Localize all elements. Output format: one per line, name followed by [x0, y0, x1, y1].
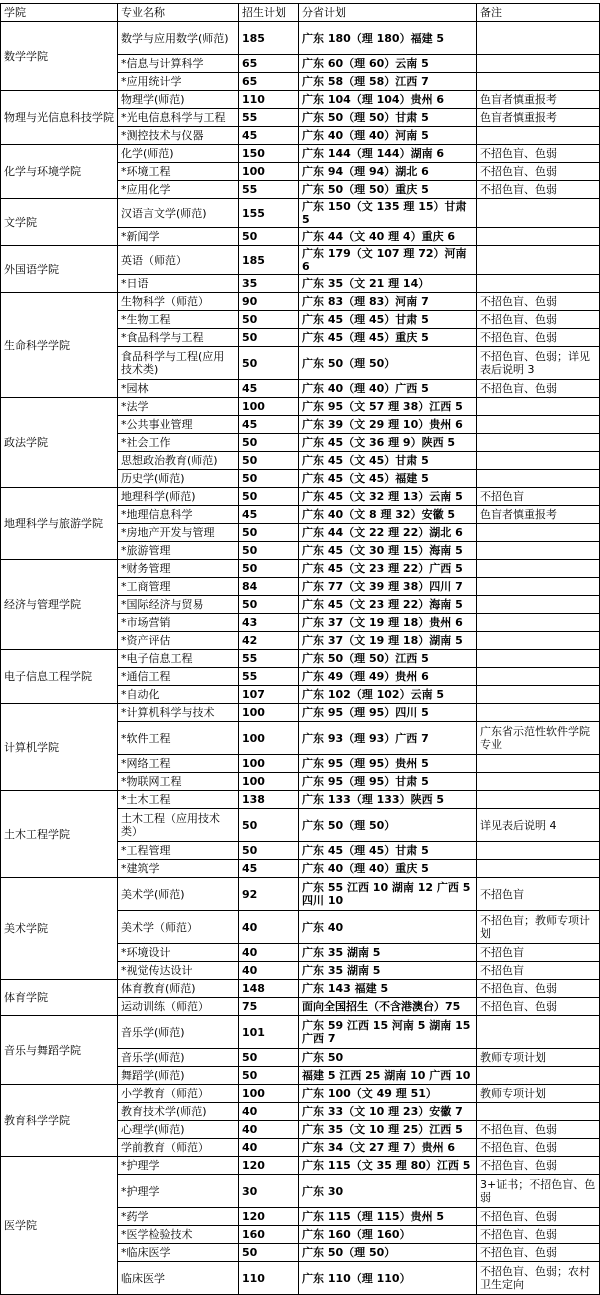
plan-cell: 185: [239, 246, 299, 275]
province-plan-cell: 广东 179（文 107 理 72）河南 6: [299, 246, 477, 275]
plan-cell: 50: [239, 329, 299, 347]
province-plan-cell: 广东 37（文 19 理 18）湖南 5: [299, 632, 477, 650]
plan-cell: 50: [239, 347, 299, 380]
major-cell: 地理科学(师范): [118, 488, 239, 506]
province-plan-cell: 广东 40: [299, 911, 477, 944]
remarks-cell: [477, 1103, 600, 1121]
plan-cell: 50: [239, 560, 299, 578]
plan-cell: 148: [239, 980, 299, 998]
plan-cell: 90: [239, 293, 299, 311]
plan-cell: 160: [239, 1226, 299, 1244]
college-cell: 教育科学学院: [1, 1085, 118, 1157]
college-cell: 经济与管理学院: [1, 560, 118, 650]
province-plan-cell: 广东 143 福建 5: [299, 980, 477, 998]
province-plan-cell: 广东 45（文 45）福建 5: [299, 470, 477, 488]
major-cell: *日语: [118, 275, 239, 293]
province-plan-cell: 广东 49（理 49）贵州 6: [299, 668, 477, 686]
plan-cell: 100: [239, 398, 299, 416]
plan-cell: 84: [239, 578, 299, 596]
plan-cell: 75: [239, 998, 299, 1016]
remarks-cell: 不招色盲、色弱: [477, 311, 600, 329]
major-cell: 数学与应用数学(师范): [118, 22, 239, 55]
major-cell: 音乐学(师范): [118, 1049, 239, 1067]
province-plan-cell: 广东 45（理 45）重庆 5: [299, 329, 477, 347]
remarks-cell: 色盲者慎重报考: [477, 109, 600, 127]
plan-cell: 50: [239, 524, 299, 542]
plan-cell: 30: [239, 1175, 299, 1208]
remarks-cell: 不招色盲、色弱: [477, 1139, 600, 1157]
remarks-cell: [477, 578, 600, 596]
remarks-cell: [477, 1016, 600, 1049]
province-plan-cell: 广东 45（文 23 理 22）海南 5: [299, 596, 477, 614]
table-row: [1, 246, 600, 275]
province-plan-cell: 广东 50（理 50）: [299, 1244, 477, 1262]
province-plan-cell: 广东 35（文 21 理 14）: [299, 275, 477, 293]
major-cell: *视觉传达设计: [118, 962, 239, 980]
remarks-cell: [477, 199, 600, 228]
major-cell: *光电信息科学与工程: [118, 109, 239, 127]
major-cell: *物联网工程: [118, 773, 239, 791]
major-cell: 临床医学: [118, 1262, 239, 1295]
remarks-cell: [477, 73, 600, 91]
plan-cell: 55: [239, 650, 299, 668]
header-college: 学院: [1, 4, 118, 22]
province-plan-cell: 广东 45（文 23 理 22）广西 5: [299, 560, 477, 578]
major-cell: *财务管理: [118, 560, 239, 578]
major-cell: 心理学(师范): [118, 1121, 239, 1139]
major-cell: 运动训练（师范）: [118, 998, 239, 1016]
remarks-cell: 教师专项计划: [477, 1085, 600, 1103]
province-plan-cell: 广东 50（理 50）: [299, 347, 477, 380]
major-cell: 教育技术学(师范): [118, 1103, 239, 1121]
table-row: [1, 199, 600, 228]
plan-cell: 155: [239, 199, 299, 228]
province-plan-cell: 广东 110（理 110）: [299, 1262, 477, 1295]
table-row: [1, 1157, 600, 1175]
province-plan-cell: 广东 102（理 102）云南 5: [299, 686, 477, 704]
table-row: [1, 791, 600, 809]
major-cell: *旅游管理: [118, 542, 239, 560]
plan-cell: 55: [239, 109, 299, 127]
college-cell: 物理与光信息科技学院: [1, 91, 118, 145]
province-plan-cell: 广东 104（理 104）贵州 6: [299, 91, 477, 109]
remarks-cell: 不招色盲、色弱: [477, 329, 600, 347]
province-plan-cell: 广东 50（理 50）重庆 5: [299, 181, 477, 199]
remarks-cell: [477, 686, 600, 704]
remarks-cell: [477, 773, 600, 791]
college-cell: 数学学院: [1, 22, 118, 91]
province-plan-cell: 广东 50（理 50）甘肃 5: [299, 109, 477, 127]
province-plan-cell: 广东 40（理 40）重庆 5: [299, 860, 477, 878]
plan-cell: 100: [239, 755, 299, 773]
major-cell: *资产评估: [118, 632, 239, 650]
remarks-cell: 不招色盲、色弱: [477, 1244, 600, 1262]
header-remarks: 备注: [477, 4, 600, 22]
province-plan-cell: 广东 45（文 36 理 9）陕西 5: [299, 434, 477, 452]
major-cell: 小学教育（师范）: [118, 1085, 239, 1103]
major-cell: 食品科学与工程(应用技术类): [118, 347, 239, 380]
province-plan-cell: 广东 150（文 135 理 15）甘肃 5: [299, 199, 477, 228]
remarks-cell: 不招色盲、色弱: [477, 1157, 600, 1175]
remarks-cell: 广东省示范性软件学院专业: [477, 722, 600, 755]
college-cell: 生命科学学院: [1, 293, 118, 398]
major-cell: *药学: [118, 1208, 239, 1226]
remarks-cell: 不招色盲、色弱；详见表后说明 3: [477, 347, 600, 380]
plan-cell: 35: [239, 275, 299, 293]
plan-cell: 50: [239, 311, 299, 329]
college-cell: 医学院: [1, 1157, 118, 1295]
table-row: [1, 145, 600, 163]
major-cell: *新闻学: [118, 228, 239, 246]
remarks-cell: [477, 1067, 600, 1085]
remarks-cell: 不招色盲: [477, 962, 600, 980]
province-plan-cell: 广东 180（理 180）福建 5: [299, 22, 477, 55]
plan-cell: 40: [239, 962, 299, 980]
major-cell: 音乐学(师范): [118, 1016, 239, 1049]
province-plan-cell: 广东 34（文 27 理 7）贵州 6: [299, 1139, 477, 1157]
plan-cell: 50: [239, 470, 299, 488]
table-row: [1, 398, 600, 416]
remarks-cell: 不招色盲: [477, 488, 600, 506]
province-plan-cell: 广东 40（文 8 理 32）安徽 5: [299, 506, 477, 524]
college-cell: 美术学院: [1, 878, 118, 980]
province-plan-cell: 广东 144（理 144）湖南 6: [299, 145, 477, 163]
plan-cell: 50: [239, 1049, 299, 1067]
plan-cell: 50: [239, 434, 299, 452]
table-row: [1, 91, 600, 109]
remarks-cell: [477, 791, 600, 809]
plan-cell: 45: [239, 127, 299, 145]
table-row: [1, 22, 600, 55]
header-province-plan: 分省计划: [299, 4, 477, 22]
plan-cell: 50: [239, 596, 299, 614]
remarks-cell: 不招色盲: [477, 878, 600, 911]
college-cell: 政法学院: [1, 398, 118, 488]
plan-cell: 42: [239, 632, 299, 650]
province-plan-cell: 广东 58（理 58）江西 7: [299, 73, 477, 91]
major-cell: *法学: [118, 398, 239, 416]
plan-cell: 43: [239, 614, 299, 632]
major-cell: *医学检验技术: [118, 1226, 239, 1244]
remarks-cell: [477, 755, 600, 773]
plan-cell: 50: [239, 228, 299, 246]
province-plan-cell: 广东 37（文 19 理 18）贵州 6: [299, 614, 477, 632]
plan-cell: 45: [239, 416, 299, 434]
college-cell: 电子信息工程学院: [1, 650, 118, 704]
province-plan-cell: 广东 33（文 10 理 23）安徽 7: [299, 1103, 477, 1121]
remarks-cell: 不招色盲、色弱: [477, 980, 600, 998]
major-cell: *社会工作: [118, 434, 239, 452]
major-cell: 土木工程（应用技术类）: [118, 809, 239, 842]
plan-cell: 45: [239, 380, 299, 398]
college-cell: 化学与环境学院: [1, 145, 118, 199]
remarks-cell: [477, 127, 600, 145]
plan-cell: 101: [239, 1016, 299, 1049]
province-plan-cell: 广东 50（理 50）: [299, 809, 477, 842]
plan-cell: 50: [239, 1067, 299, 1085]
plan-cell: 40: [239, 1103, 299, 1121]
province-plan-cell: 广东 30: [299, 1175, 477, 1208]
enrollment-plan-table: [0, 3, 600, 1295]
major-cell: *公共事业管理: [118, 416, 239, 434]
province-plan-cell: 面向全国招生（不含港澳台）75: [299, 998, 477, 1016]
major-cell: *应用统计学: [118, 73, 239, 91]
major-cell: *园林: [118, 380, 239, 398]
plan-cell: 50: [239, 542, 299, 560]
major-cell: *生物工程: [118, 311, 239, 329]
major-cell: *自动化: [118, 686, 239, 704]
remarks-cell: 不招色盲、色弱: [477, 1121, 600, 1139]
table-row: [1, 1085, 600, 1103]
college-cell: 体育学院: [1, 980, 118, 1016]
province-plan-cell: 广东 44（文 22 理 22）湖北 6: [299, 524, 477, 542]
major-cell: 舞蹈学(师范): [118, 1067, 239, 1085]
plan-cell: 92: [239, 878, 299, 911]
major-cell: 生物科学（师范）: [118, 293, 239, 311]
college-cell: 土木工程学院: [1, 791, 118, 878]
major-cell: *软件工程: [118, 722, 239, 755]
table-row: [1, 980, 600, 998]
province-plan-cell: 广东 39（文 29 理 10）贵州 6: [299, 416, 477, 434]
province-plan-cell: 广东 77（文 39 理 38）四川 7: [299, 578, 477, 596]
province-plan-cell: 广东 45（文 32 理 13）云南 5: [299, 488, 477, 506]
remarks-cell: 不招色盲、色弱: [477, 1226, 600, 1244]
province-plan-cell: 广东 160（理 160）: [299, 1226, 477, 1244]
major-cell: *计算机科学与技术: [118, 704, 239, 722]
remarks-cell: [477, 275, 600, 293]
province-plan-cell: 广东 40（理 40）河南 5: [299, 127, 477, 145]
plan-cell: 110: [239, 1262, 299, 1295]
plan-cell: 50: [239, 1244, 299, 1262]
plan-cell: 150: [239, 145, 299, 163]
remarks-cell: 不招色盲、色弱: [477, 998, 600, 1016]
remarks-cell: [477, 542, 600, 560]
major-cell: 历史学(师范): [118, 470, 239, 488]
plan-cell: 40: [239, 1121, 299, 1139]
remarks-cell: [477, 452, 600, 470]
plan-cell: 50: [239, 842, 299, 860]
province-plan-cell: 广东 94（理 94）湖北 6: [299, 163, 477, 181]
remarks-cell: 色盲者慎重报考: [477, 506, 600, 524]
major-cell: 物理学(师范): [118, 91, 239, 109]
remarks-cell: [477, 246, 600, 275]
remarks-cell: [477, 650, 600, 668]
province-plan-cell: 广东 35 湖南 5: [299, 962, 477, 980]
major-cell: *国际经济与贸易: [118, 596, 239, 614]
plan-cell: 55: [239, 181, 299, 199]
table-row: [1, 488, 600, 506]
remarks-cell: 不招色盲、色弱: [477, 181, 600, 199]
remarks-cell: 不招色盲、色弱: [477, 1208, 600, 1226]
province-plan-cell: 广东 95（理 95）贵州 5: [299, 755, 477, 773]
table-row: [1, 704, 600, 722]
plan-cell: 50: [239, 452, 299, 470]
major-cell: 英语（师范）: [118, 246, 239, 275]
major-cell: *信息与计算科学: [118, 55, 239, 73]
plan-cell: 55: [239, 668, 299, 686]
remarks-cell: [477, 55, 600, 73]
plan-cell: 185: [239, 22, 299, 55]
plan-cell: 45: [239, 860, 299, 878]
remarks-cell: 不招色盲、色弱: [477, 293, 600, 311]
province-plan-cell: 广东 83（理 83）河南 7: [299, 293, 477, 311]
province-plan-cell: 广东 45（文 30 理 15）海南 5: [299, 542, 477, 560]
province-plan-cell: 广东 45（理 45）甘肃 5: [299, 842, 477, 860]
major-cell: 美术学（师范）: [118, 911, 239, 944]
province-plan-cell: 广东 95（文 57 理 38）江西 5: [299, 398, 477, 416]
plan-cell: 120: [239, 1157, 299, 1175]
province-plan-cell: 广东 95（理 95）四川 5: [299, 704, 477, 722]
table-body: [1, 22, 600, 1295]
major-cell: *电子信息工程: [118, 650, 239, 668]
plan-cell: 100: [239, 773, 299, 791]
major-cell: *房地产开发与管理: [118, 524, 239, 542]
table-row: [1, 1016, 600, 1049]
college-cell: 计算机学院: [1, 704, 118, 791]
province-plan-cell: 广东 133（理 133）陕西 5: [299, 791, 477, 809]
major-cell: *工商管理: [118, 578, 239, 596]
province-plan-cell: 广东 100（文 49 理 51）: [299, 1085, 477, 1103]
plan-cell: 100: [239, 722, 299, 755]
remarks-cell: [477, 524, 600, 542]
remarks-cell: [477, 842, 600, 860]
province-plan-cell: 广东 45（文 45）甘肃 5: [299, 452, 477, 470]
remarks-cell: 色盲者慎重报考: [477, 91, 600, 109]
remarks-cell: [477, 596, 600, 614]
province-plan-cell: 广东 40（理 40）广西 5: [299, 380, 477, 398]
table-row: [1, 560, 600, 578]
remarks-cell: 详见表后说明 4: [477, 809, 600, 842]
plan-cell: 100: [239, 163, 299, 181]
remarks-cell: 3+证书；不招色盲、色弱: [477, 1175, 600, 1208]
major-cell: 学前教育（师范）: [118, 1139, 239, 1157]
remarks-cell: [477, 228, 600, 246]
province-plan-cell: 广东 55 江西 10 湖南 12 广西 5 四川 10: [299, 878, 477, 911]
major-cell: *网络工程: [118, 755, 239, 773]
plan-cell: 65: [239, 55, 299, 73]
province-plan-cell: 广东 59 江西 15 河南 5 湖南 15 广西 7: [299, 1016, 477, 1049]
college-cell: 外国语学院: [1, 246, 118, 293]
remarks-cell: [477, 614, 600, 632]
remarks-cell: [477, 632, 600, 650]
major-cell: 体育教育(师范): [118, 980, 239, 998]
remarks-cell: [477, 668, 600, 686]
major-cell: 汉语言文学(师范): [118, 199, 239, 228]
header-major: 专业名称: [118, 4, 239, 22]
province-plan-cell: 广东 50（理 50）江西 5: [299, 650, 477, 668]
remarks-cell: 不招色盲、色弱: [477, 145, 600, 163]
province-plan-cell: 福建 5 江西 25 湖南 10 广西 10: [299, 1067, 477, 1085]
remarks-cell: [477, 560, 600, 578]
major-cell: 化学(师范): [118, 145, 239, 163]
remarks-cell: [477, 434, 600, 452]
plan-cell: 45: [239, 506, 299, 524]
college-cell: 文学院: [1, 199, 118, 246]
major-cell: *测控技术与仪器: [118, 127, 239, 145]
plan-cell: 100: [239, 1085, 299, 1103]
major-cell: *临床医学: [118, 1244, 239, 1262]
major-cell: *应用化学: [118, 181, 239, 199]
remarks-cell: 不招色盲；教师专项计划: [477, 911, 600, 944]
plan-cell: 120: [239, 1208, 299, 1226]
province-plan-cell: 广东 93（理 93）广西 7: [299, 722, 477, 755]
major-cell: *地理信息科学: [118, 506, 239, 524]
province-plan-cell: 广东 35 湖南 5: [299, 944, 477, 962]
remarks-cell: [477, 22, 600, 55]
major-cell: 美术学(师范): [118, 878, 239, 911]
major-cell: *工程管理: [118, 842, 239, 860]
table-row: [1, 878, 600, 911]
province-plan-cell: 广东 44（文 40 理 4）重庆 6: [299, 228, 477, 246]
remarks-cell: 不招色盲、色弱: [477, 163, 600, 181]
remarks-cell: 不招色盲、色弱: [477, 380, 600, 398]
province-plan-cell: 广东 35（文 10 理 25）江西 5: [299, 1121, 477, 1139]
remarks-cell: [477, 470, 600, 488]
remarks-cell: 教师专项计划: [477, 1049, 600, 1067]
table-row: [1, 650, 600, 668]
major-cell: *环境设计: [118, 944, 239, 962]
plan-cell: 40: [239, 911, 299, 944]
province-plan-cell: 广东 50: [299, 1049, 477, 1067]
major-cell: *环境工程: [118, 163, 239, 181]
college-cell: 音乐与舞蹈学院: [1, 1016, 118, 1085]
major-cell: *食品科学与工程: [118, 329, 239, 347]
remarks-cell: [477, 704, 600, 722]
major-cell: *建筑学: [118, 860, 239, 878]
header-plan: 招生计划: [239, 4, 299, 22]
province-plan-cell: 广东 115（文 35 理 80）江西 5: [299, 1157, 477, 1175]
province-plan-cell: 广东 60（理 60）云南 5: [299, 55, 477, 73]
major-cell: *通信工程: [118, 668, 239, 686]
plan-cell: 100: [239, 704, 299, 722]
plan-cell: 138: [239, 791, 299, 809]
plan-cell: 107: [239, 686, 299, 704]
major-cell: *护理学: [118, 1175, 239, 1208]
province-plan-cell: 广东 95（理 95）甘肃 5: [299, 773, 477, 791]
province-plan-cell: 广东 45（理 45）甘肃 5: [299, 311, 477, 329]
major-cell: *土木工程: [118, 791, 239, 809]
table-header-row: [1, 4, 600, 22]
college-cell: 地理科学与旅游学院: [1, 488, 118, 560]
remarks-cell: 不招色盲、色弱；农村卫生定向: [477, 1262, 600, 1295]
plan-cell: 40: [239, 1139, 299, 1157]
major-cell: *护理学: [118, 1157, 239, 1175]
major-cell: *市场营销: [118, 614, 239, 632]
remarks-cell: [477, 860, 600, 878]
plan-cell: 50: [239, 809, 299, 842]
plan-cell: 40: [239, 944, 299, 962]
major-cell: 思想政治教育(师范): [118, 452, 239, 470]
remarks-cell: 不招色盲: [477, 944, 600, 962]
plan-cell: 110: [239, 91, 299, 109]
plan-cell: 65: [239, 73, 299, 91]
province-plan-cell: 广东 115（理 115）贵州 5: [299, 1208, 477, 1226]
remarks-cell: [477, 416, 600, 434]
plan-cell: 50: [239, 488, 299, 506]
table-row: [1, 293, 600, 311]
remarks-cell: [477, 398, 600, 416]
